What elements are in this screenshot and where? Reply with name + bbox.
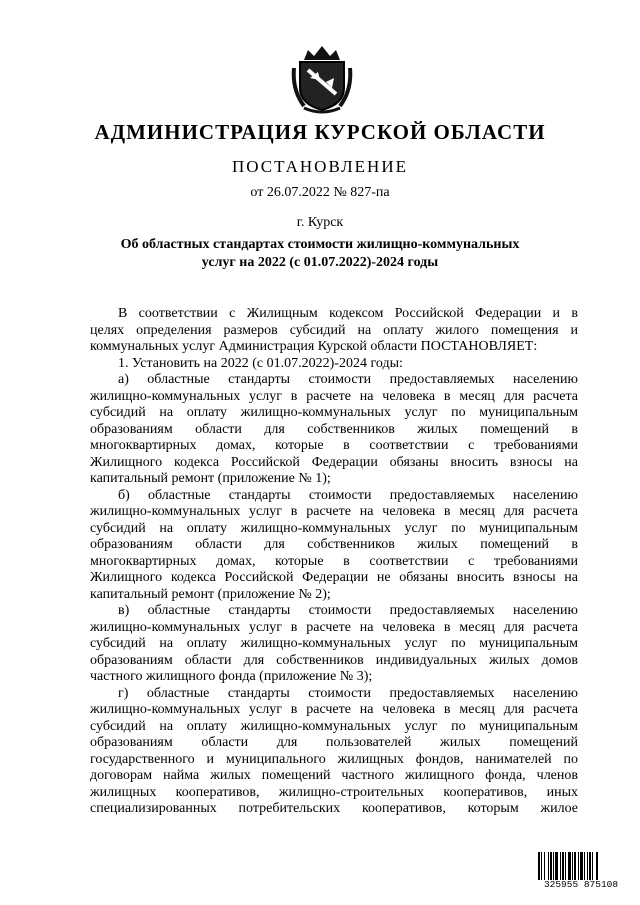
body-line: договорам найма жилых помещений частного жилищного фонда, членов xyxy=(90,768,578,783)
barcode-bar xyxy=(568,852,571,882)
body-line: субсидий на оплату жилищно-коммунальных услуг по муниципальным xyxy=(90,520,578,536)
body-line: Жилищного кодекса Российской Федерации не обязаны вносить взносы на xyxy=(90,570,578,585)
coat-of-arms-emblem xyxy=(290,44,354,114)
barcode-bar xyxy=(565,852,566,882)
body-line: г) областные стандарты стоимости предоставляемых населению xyxy=(118,685,578,701)
barcode-bar xyxy=(596,852,598,882)
barcode-bar xyxy=(560,852,561,882)
title-line: услуг на 2022 (с 01.07.2022)-2024 годы xyxy=(201,255,439,270)
body-line: жилищно-коммунальных услуг в расчете на человека в месяц для расчета xyxy=(90,388,578,404)
organization-title: АДМИНИСТРАЦИЯ КУРСКОЙ ОБЛАСТИ xyxy=(94,120,546,144)
barcode-bar xyxy=(555,852,558,882)
barcode-bar xyxy=(544,852,545,882)
body-line: жилищно-коммунальных услуг в расчете на человека в месяц для расчета xyxy=(90,702,578,717)
barcode-bar xyxy=(589,852,591,882)
barcode-bar xyxy=(584,852,585,882)
body-line: в) областные стандарты стоимости предоставляемых населению xyxy=(118,603,578,618)
body-line: В соответствии с Жилищным кодексом Российской Федерации и в xyxy=(118,306,578,321)
barcode-bar xyxy=(550,852,552,882)
barcode-bar xyxy=(548,852,549,882)
barcode-bar xyxy=(578,852,579,882)
city: г. Курск xyxy=(296,215,344,230)
body-line: специализированных потребительских кооперативов, которым жилое xyxy=(90,801,578,816)
body-line: целях определения размеров субсидий на оплату жилого помещения и xyxy=(90,322,578,338)
body-line: а) областные стандарты стоимости предоставляемых населению xyxy=(118,372,578,387)
document-title xyxy=(80,236,560,272)
body-line: Жилищного кодекса Российской Федерации обязаны вносить взносы на xyxy=(90,454,578,470)
body-line: государственного и муниципального жилищных фондов, нанимателей по xyxy=(90,751,578,767)
title-line: Об областных стандартах стоимости жилищно-коммунальных xyxy=(120,237,520,252)
document-body xyxy=(90,306,578,818)
body-line: коммунальных услуг Администрация Курской области ПОСТАНОВЛЯЕТ: xyxy=(90,339,538,354)
document-type: ПОСТАНОВЛЕНИЕ xyxy=(231,157,408,176)
body-line: субсидий на оплату жилищно-коммунальных услуг по муниципальным xyxy=(90,405,578,420)
body-line: 1. Установить на 2022 (с 01.07.2022)-2024 годы: xyxy=(118,355,403,371)
body-line: б) областные стандарты стоимости предоставляемых населению xyxy=(118,487,578,503)
barcode-bar xyxy=(592,852,593,882)
body-line: многоквартирных домах, которые в соответствии с требованиями xyxy=(90,553,578,569)
body-line: образованиям области для собственников жилых помещений в xyxy=(90,537,578,552)
barcode-bar xyxy=(562,852,564,882)
body-line: жилищно-коммунальных услуг в расчете на человека в месяц для расчета xyxy=(90,619,578,635)
date-number: от 26.07.2022 № 827-па xyxy=(250,185,390,200)
body-line: образованиям области для пользователей жилых помещений xyxy=(90,735,578,750)
barcode-bar xyxy=(541,852,542,882)
body-line: образованиям области для собственников жилых помещений в xyxy=(90,421,578,437)
body-line: капитальный ремонт (приложение № 2); xyxy=(90,586,331,602)
body-line: субсидий на оплату жилищно-коммунальных услуг по муниципальным xyxy=(90,636,578,651)
barcode-bar xyxy=(574,852,576,882)
body-line: частного жилищного фонда (приложение № 3); xyxy=(90,669,373,684)
barcode-bar xyxy=(553,852,554,882)
barcode-bar xyxy=(580,852,583,882)
body-line: образованиям области для собственников индивидуальных жилых домов xyxy=(90,652,578,668)
body-line: многоквартирных домах, которые в соответствии с требованиями xyxy=(90,438,578,453)
body-line: жилищных кооперативов, жилищно-строительных кооперативов, иных xyxy=(90,784,578,800)
barcode-bar xyxy=(572,852,573,882)
barcode-number: 325955 875108 xyxy=(536,880,626,890)
barcode-bar xyxy=(587,852,588,882)
body-line: капитальный ремонт (приложение № 1); xyxy=(90,471,331,486)
body-line: жилищно-коммунальных услуг в расчете на человека в месяц для расчета xyxy=(90,504,578,519)
body-line: субсидий на оплату жилищно-коммунальных услуг по муниципальным xyxy=(90,718,578,734)
barcode-bar xyxy=(538,852,540,882)
